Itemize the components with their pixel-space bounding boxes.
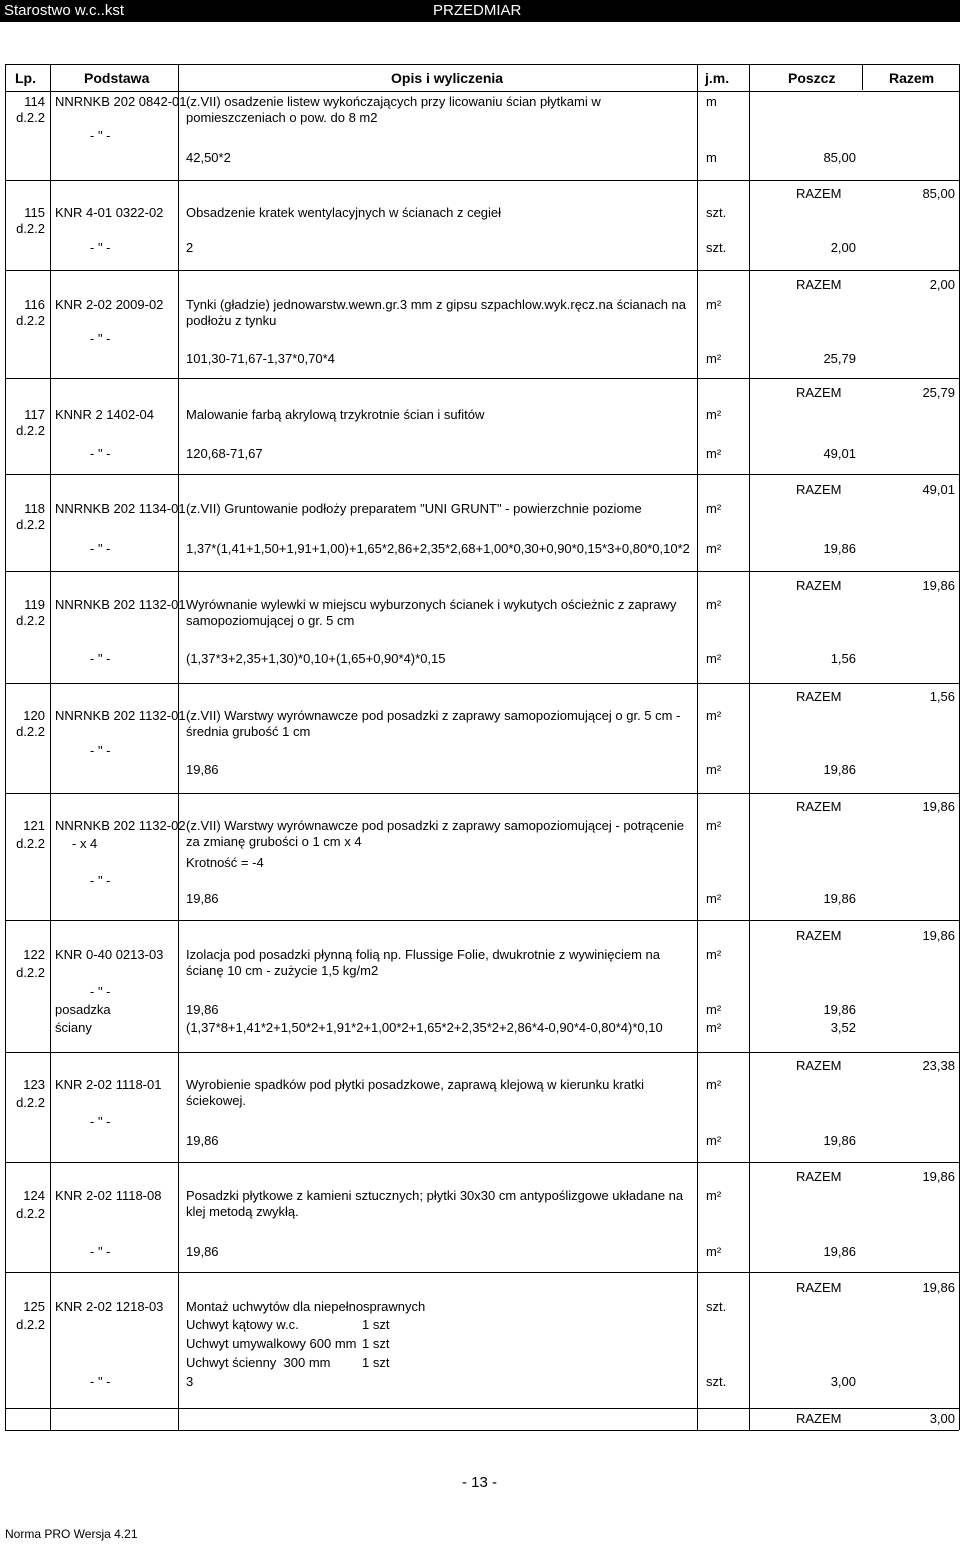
item-qty: 1 szt [362, 1317, 390, 1332]
row-lp: 116 [24, 297, 45, 312]
row-basis: KNR 4-01 0322-02 [55, 205, 164, 220]
item-qty: 1 szt [362, 1355, 390, 1370]
calc-marker: - " - [90, 541, 111, 556]
row-calculation: 19,86 [186, 891, 219, 906]
row-description: Posadzki płytkowe z kamieni sztucznych; płytki 30x30 cm antypoślizgowe układane na klej metodą zwykłą. [186, 1188, 684, 1219]
calc-unit: m² [706, 1020, 722, 1035]
calc-unit: m² [706, 1133, 722, 1148]
row-calculation: (1,37*3+2,35+1,30)*0,10+(1,65+0,90*4)*0,15 [186, 651, 446, 666]
row-subsection: d.2.2 [16, 1317, 45, 1332]
row-qty: 19,86 [823, 1002, 856, 1017]
row-description: Obsadzenie kratek wentylacyjnych w ścianach z cegieł [186, 205, 502, 220]
row-separator [5, 1052, 959, 1053]
row-description: Wyrównanie wylewki w miejscu wyburzonych ścianek i wykutych ościeżnic z zaprawy samopoziomującej o gr. 5 cm [186, 597, 677, 628]
col-description: Opis i wyliczenia [391, 70, 504, 86]
row-qty: 19,86 [823, 541, 856, 556]
calc-unit: m² [706, 891, 722, 906]
row-separator [5, 270, 959, 271]
razem-label: RAZEM [796, 689, 842, 704]
row-qty: 19,86 [823, 1133, 856, 1148]
row-basis: NNRNKB 202 1132-01 [55, 597, 186, 612]
razem-label: RAZEM [796, 1411, 842, 1426]
row-separator [5, 1162, 959, 1163]
calc-marker: - " - [90, 651, 111, 666]
row-calculation: 120,68-71,67 [186, 446, 263, 461]
row-description: Malowanie farbą akrylową trzykrotnie ścian i sufitów [186, 407, 485, 422]
calc-marker: - " - [90, 446, 111, 461]
calc-marker: - " - [90, 331, 111, 346]
row-total: 2,00 [929, 277, 955, 292]
row-subsection: d.2.2 [16, 313, 45, 328]
row-unit: m [706, 94, 717, 109]
row-total: 25,79 [922, 385, 955, 400]
item-name: Uchwyt kątowy w.c. [186, 1317, 299, 1332]
row-lp: 121 [23, 818, 45, 833]
row-lp: 122 [23, 947, 45, 962]
calc-unit: m² [706, 1002, 722, 1017]
calc-unit: szt. [706, 240, 727, 255]
row-separator [5, 1272, 959, 1273]
row-calculation: 19,86 [186, 1002, 219, 1017]
software-version: Norma PRO Wersja 4.21 [5, 1527, 138, 1541]
row-subsection: d.2.2 [16, 613, 45, 628]
row-qty: 25,79 [823, 351, 856, 366]
row-unit: m² [706, 501, 722, 516]
col-divider [178, 64, 179, 1430]
razem-label: RAZEM [796, 385, 842, 400]
row-lp: 119 [24, 597, 45, 612]
calc-marker: - " - [90, 743, 111, 758]
calc-marker: - " - [90, 1244, 111, 1259]
row-unit: m² [706, 1077, 722, 1092]
row-unit: m² [706, 1188, 722, 1203]
row-basis: NNRNKB 202 1132-02 [55, 818, 186, 833]
col-total: Razem [889, 70, 935, 86]
row-total: 1,56 [929, 689, 955, 704]
calc-marker: - " - [90, 1114, 111, 1129]
row-basis: KNR 2-02 1218-03 [55, 1299, 164, 1314]
row-separator [5, 474, 959, 475]
row-subsection: d.2.2 [16, 221, 45, 236]
row-unit: m² [706, 708, 722, 723]
calc-label: posadzka [55, 1002, 111, 1017]
row-calculation: (1,37*8+1,41*2+1,50*2+1,91*2+1,00*2+1,65*2+2,35*2+2,86*4-0,90*4-0,80*4)*0,10 [186, 1020, 663, 1035]
row-basis-multiplier: - x 4 [72, 836, 98, 851]
row-calculation: 19,86 [186, 762, 219, 777]
row-calculation: 2 [186, 240, 194, 255]
row-total: 19,86 [922, 1280, 955, 1295]
razem-label: RAZEM [796, 1169, 842, 1184]
row-basis: NNRNKB 202 1134-01 [55, 501, 186, 516]
row-description: (z.VII) osadzenie listew wykończających przy licowaniu ścian płytkami w pomieszczeniach o pow. do 8 m2 [186, 94, 601, 125]
page-number: - 13 - [462, 1474, 498, 1491]
row-qty: 19,86 [823, 762, 856, 777]
row-lp: 120 [23, 708, 45, 723]
row-basis: NNRNKB 202 0842-01 [55, 94, 187, 109]
row-basis: KNR 2-02 1118-01 [55, 1077, 162, 1092]
col-divider [862, 64, 863, 90]
col-basis: Podstawa [84, 70, 150, 86]
row-total: 19,86 [922, 578, 955, 593]
row-separator [5, 920, 959, 921]
razem-label: RAZEM [796, 277, 842, 292]
razem-label: RAZEM [796, 186, 842, 201]
row-description: (z.VII) Gruntowanie podłoży preparatem "UNI GRUNT" - powierzchnie poziome [186, 501, 642, 516]
row-subsection: d.2.2 [16, 724, 45, 739]
item-qty: 1 szt [362, 1336, 390, 1351]
row-lp: 117 [24, 407, 45, 422]
calc-unit: m² [706, 446, 722, 461]
file-name: Starostwo w.c..kst [4, 2, 125, 19]
row-separator [5, 378, 959, 379]
calc-unit: m² [706, 541, 722, 556]
row-separator [5, 793, 959, 794]
row-basis: KNR 0-40 0213-03 [55, 947, 164, 962]
row-description: Izolacja pod posadzki płynną folią np. Flussige Folie, dwukrotnie z wywinięciem na ścianę 10 cm - zużycie 1,5 kg/m2 [186, 947, 661, 978]
col-qty: Poszcz [788, 70, 836, 86]
col-lp: Lp. [15, 70, 36, 86]
row-lp: 114 [24, 94, 45, 109]
razem-label: RAZEM [796, 578, 842, 593]
row-total: 19,86 [922, 1169, 955, 1184]
document-title: PRZEDMIAR [433, 2, 522, 19]
row-separator [5, 180, 959, 181]
row-total: 23,38 [922, 1058, 955, 1073]
row-basis: KNNR 2 1402-04 [55, 407, 154, 422]
calc-marker: - " - [90, 873, 111, 888]
row-total: 85,00 [922, 186, 955, 201]
row-subsection: d.2.2 [16, 517, 45, 532]
row-calculation: 3 [186, 1374, 194, 1389]
row-subsection: d.2.2 [16, 836, 45, 851]
col-unit: j.m. [705, 70, 730, 86]
row-calculation: 101,30-71,67-1,37*0,70*4 [186, 351, 335, 366]
row-description-extra: Krotność = -4 [186, 855, 264, 870]
row-total: 19,86 [922, 928, 955, 943]
row-lp: 118 [24, 501, 45, 516]
item-name: Uchwyt umywalkowy 600 mm [186, 1336, 357, 1351]
calc-unit: m² [706, 1244, 722, 1259]
row-subsection: d.2.2 [16, 1095, 45, 1110]
row-unit: m² [706, 597, 722, 612]
row-separator [5, 1408, 959, 1409]
item-name: Uchwyt ścienny 300 mm [186, 1355, 331, 1370]
calc-unit: m² [706, 651, 722, 666]
razem-label: RAZEM [796, 928, 842, 943]
row-lp: 123 [23, 1077, 45, 1092]
row-description: Wyrobienie spadków pod płytki posadzkowe, zaprawą klejową w kierunku kratki ściekowej. [186, 1077, 644, 1108]
row-calculation: 19,86 [186, 1244, 219, 1259]
row-basis: KNR 2-02 1118-08 [55, 1188, 162, 1203]
row-basis: KNR 2-02 2009-02 [55, 297, 164, 312]
row-basis: NNRNKB 202 1132-01 [55, 708, 186, 723]
calc-marker: - " - [90, 1374, 111, 1389]
row-qty: 19,86 [823, 891, 856, 906]
calc-marker: - " - [90, 240, 111, 255]
row-qty: 2,00 [830, 240, 856, 255]
calc-marker: - " - [90, 128, 111, 143]
row-description: (z.VII) Warstwy wyrównawcze pod posadzki z zaprawy samopoziomującej - potrącenie za zmianę grubości o 1 cm x 4 [186, 818, 685, 849]
row-description: (z.VII) Warstwy wyrównawcze pod posadzki z zaprawy samopoziomującej o gr. 5 cm - średnia grubość 1 cm [186, 708, 681, 739]
razem-label: RAZEM [796, 1058, 842, 1073]
row-unit: m² [706, 947, 722, 962]
row-total: 49,01 [922, 482, 955, 497]
row-subsection: d.2.2 [16, 965, 45, 980]
table-bottom [5, 1430, 959, 1431]
row-calculation: 42,50*2 [186, 150, 231, 165]
table-header [5, 64, 959, 92]
row-lp: 125 [23, 1299, 45, 1314]
row-separator [5, 571, 959, 572]
calc-unit: m² [706, 762, 722, 777]
razem-label: RAZEM [796, 482, 842, 497]
row-unit: m² [706, 407, 722, 422]
row-qty: 3,52 [830, 1020, 856, 1035]
row-separator [5, 683, 959, 684]
row-lp: 124 [23, 1188, 45, 1203]
row-qty: 19,86 [823, 1244, 856, 1259]
row-unit: szt. [706, 205, 727, 220]
window-title-bar [0, 0, 960, 22]
row-description: Montaż uchwytów dla niepełnosprawnych [186, 1299, 426, 1314]
row-unit: m² [706, 297, 722, 312]
razem-label: RAZEM [796, 799, 842, 814]
row-lp: 115 [24, 205, 45, 220]
row-total: 19,86 [922, 799, 955, 814]
col-divider [697, 64, 698, 1430]
row-total: 3,00 [929, 1411, 955, 1426]
calc-unit: m² [706, 351, 722, 366]
calc-unit: szt. [706, 1374, 727, 1389]
calc-label: ściany [55, 1020, 92, 1035]
row-qty: 3,00 [830, 1374, 856, 1389]
row-calculation: 19,86 [186, 1133, 219, 1148]
row-subsection: d.2.2 [16, 423, 45, 438]
col-divider [749, 64, 750, 1430]
row-subsection: d.2.2 [16, 1206, 45, 1221]
calc-unit: m [706, 150, 717, 165]
row-subsection: d.2.2 [16, 110, 45, 125]
row-qty: 49,01 [823, 446, 856, 461]
row-qty: 85,00 [823, 150, 856, 165]
row-description: Tynki (gładzie) jednowarstw.wewn.gr.3 mm z gipsu szpachlow.wyk.ręcz.na ścianach na podłożu z tynku [186, 297, 686, 328]
row-unit: szt. [706, 1299, 727, 1314]
table-border-left [5, 64, 6, 1430]
col-divider [50, 64, 51, 1430]
row-qty: 1,56 [830, 651, 856, 666]
row-unit: m² [706, 818, 722, 833]
calc-marker: - " - [90, 984, 111, 999]
row-calculation: 1,37*(1,41+1,50+1,91+1,00)+1,65*2,86+2,35*2,68+1,00*0,30+0,90*0,15*3+0,80*0,10*2 [186, 541, 690, 556]
razem-label: RAZEM [796, 1280, 842, 1295]
